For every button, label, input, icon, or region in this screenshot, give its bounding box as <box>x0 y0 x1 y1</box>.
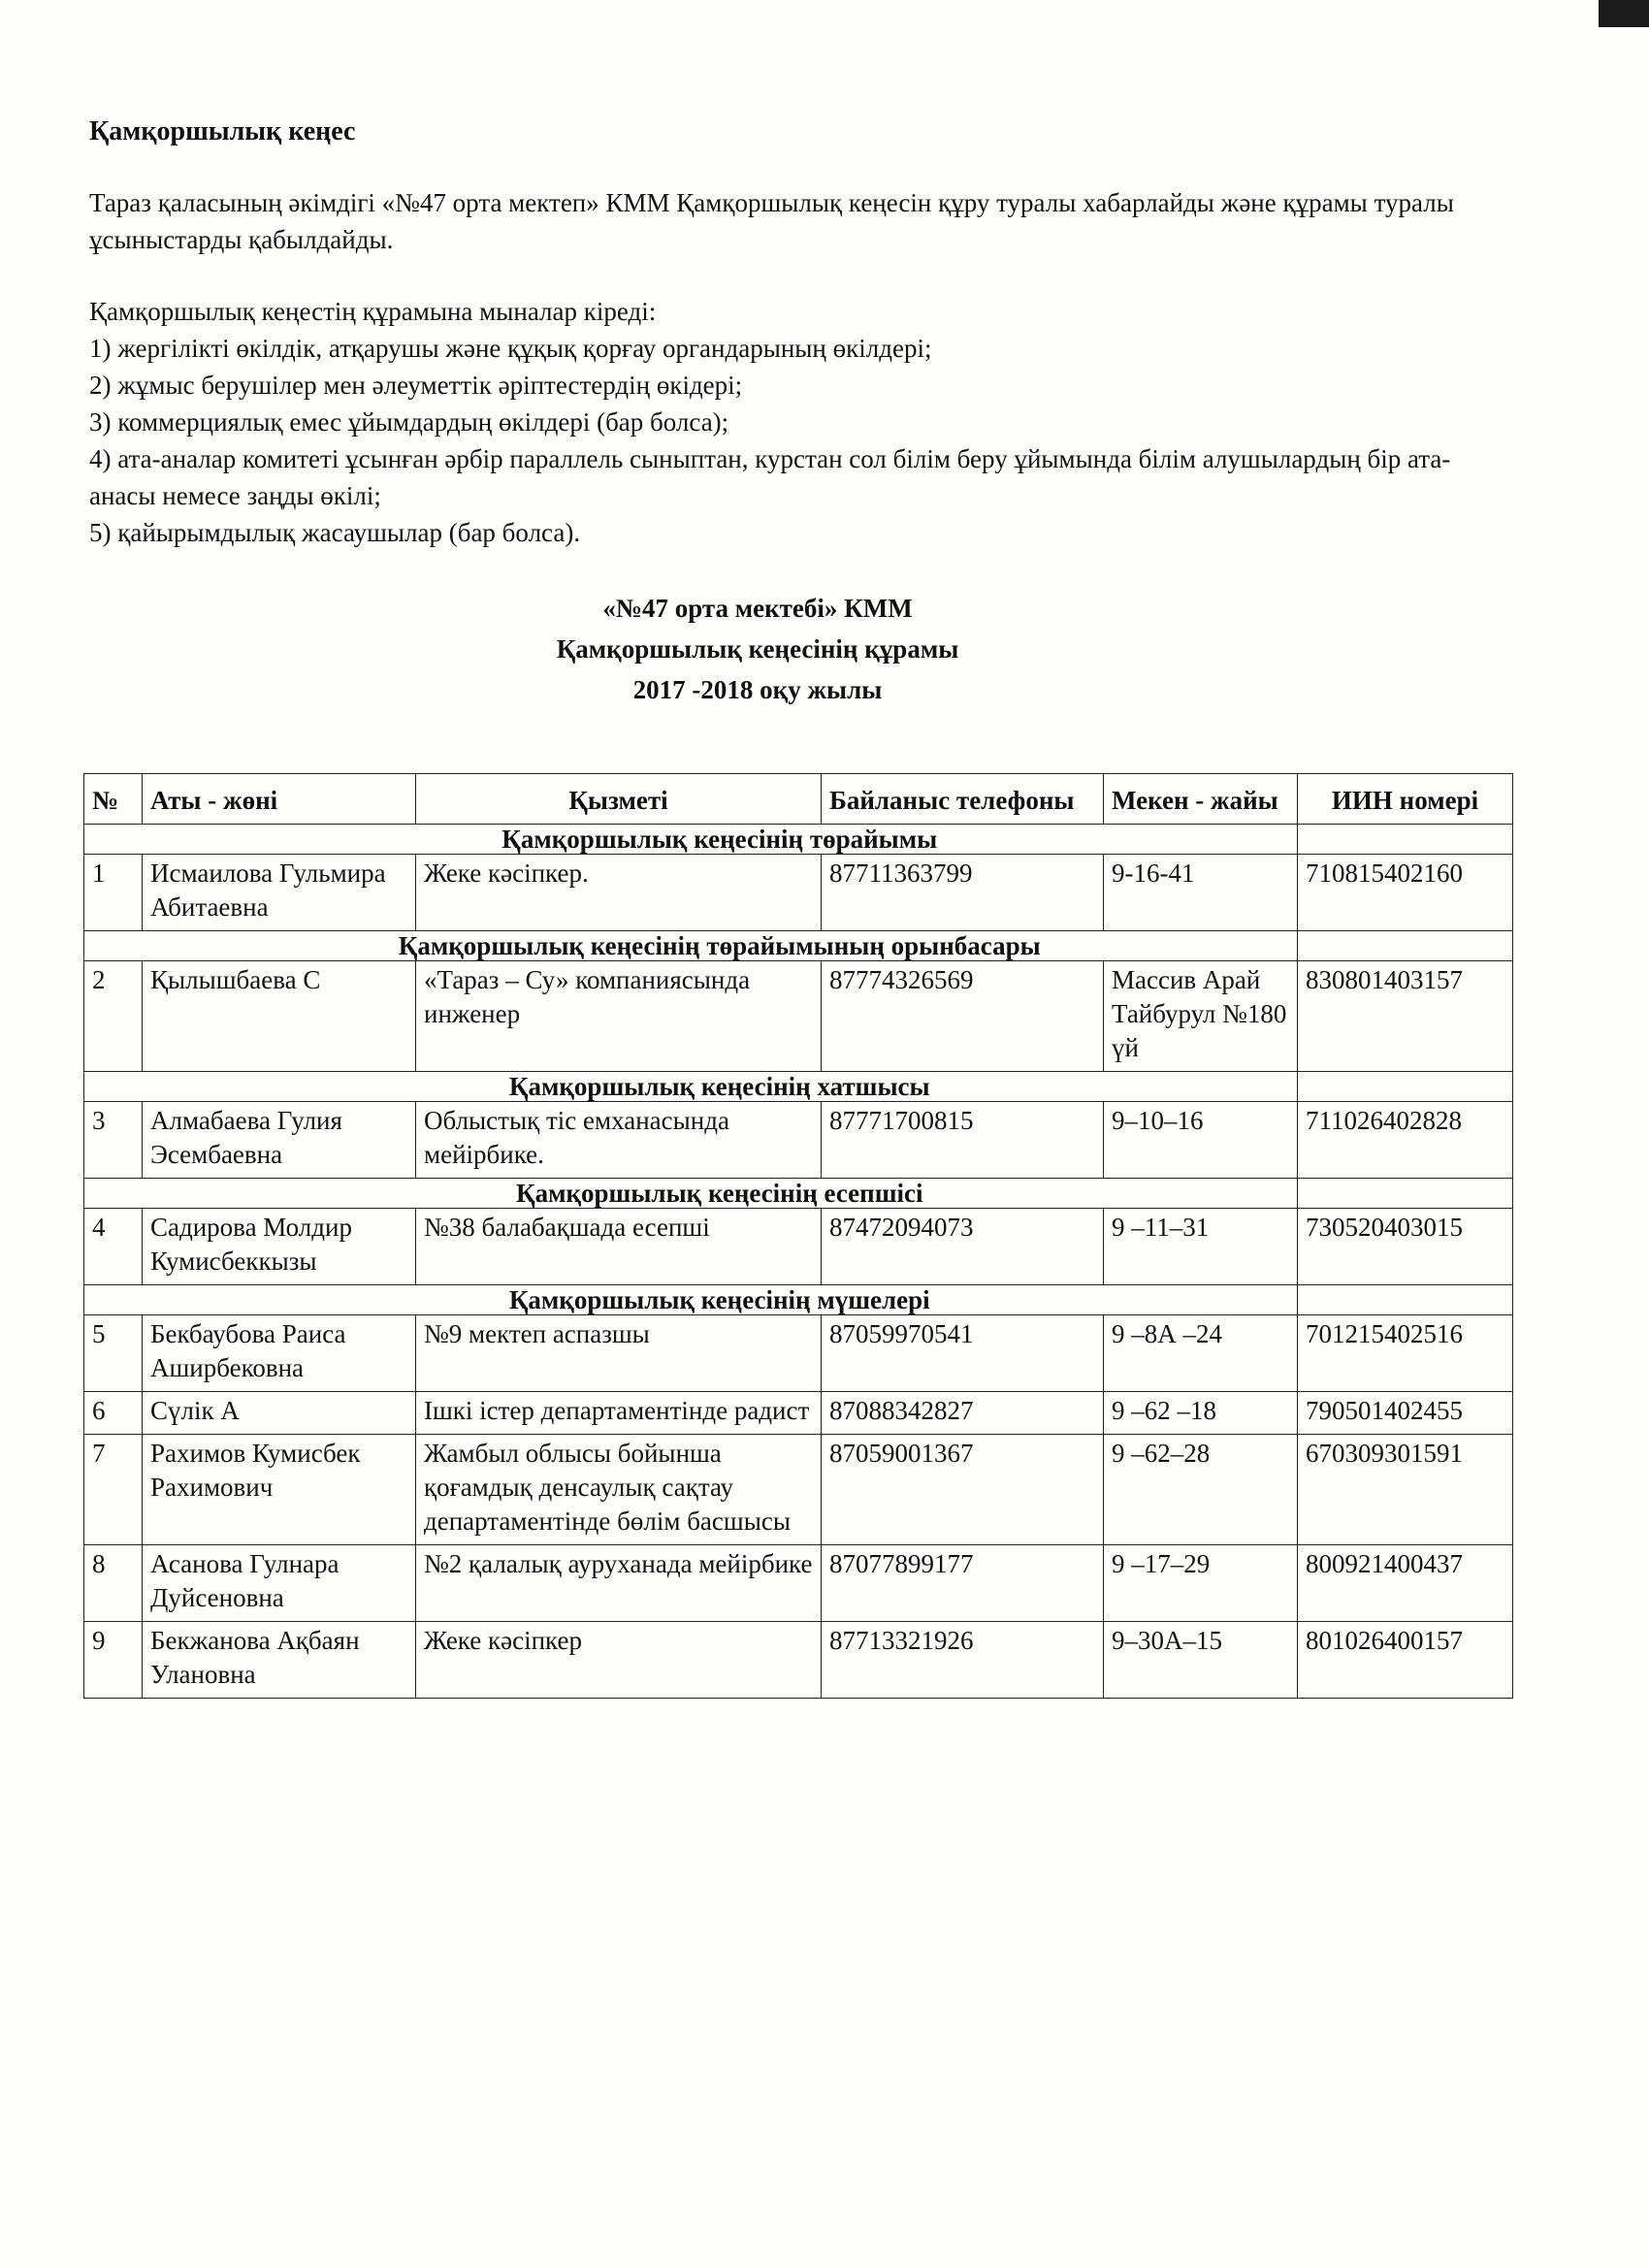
cell-num: 4 <box>84 1209 143 1285</box>
cell-iin: 790501402455 <box>1298 1392 1513 1435</box>
table-row <box>84 1545 1513 1622</box>
cell-phone: 87077899177 <box>822 1545 1104 1622</box>
cell-phone: 87711363799 <box>822 855 1104 931</box>
cell-phone: 87771700815 <box>822 1102 1104 1179</box>
cell-address: 9-16-41 <box>1104 855 1298 931</box>
cell-post: Облыстық тіс емханасында мейірбике. <box>416 1102 822 1179</box>
section-spacer <box>84 931 143 961</box>
section-row <box>84 931 1513 961</box>
cell-name: Садирова Молдир Кумисбеккызы <box>143 1209 416 1285</box>
composition-item: 3) коммерциялық емес ұйымдардың өкілдері (бар болса); <box>89 407 729 437</box>
cell-address: 9 –8А –24 <box>1104 1315 1298 1392</box>
cell-iin: 701215402516 <box>1298 1315 1513 1392</box>
table-body <box>84 825 1513 1699</box>
cell-name: Сүлік А <box>143 1392 416 1435</box>
section-title: Қамқоршылық кеңесінің төрайымының орынбасары <box>143 931 1298 961</box>
section-title: Қамқоршылық кеңесінің хатшысы <box>143 1072 1298 1102</box>
section-spacer <box>84 825 143 855</box>
document-page <box>89 114 1515 710</box>
header-iin: ИИН номері <box>1298 774 1513 825</box>
cell-iin: 710815402160 <box>1298 855 1513 931</box>
cell-phone: 87059970541 <box>822 1315 1104 1392</box>
cell-name: Бекбаубова Раиса Аширбековна <box>143 1315 416 1392</box>
section-spacer <box>84 1072 143 1102</box>
cell-iin: 670309301591 <box>1298 1435 1513 1545</box>
cell-iin: 711026402828 <box>1298 1102 1513 1179</box>
table-row <box>84 1392 1513 1435</box>
header-phone: Байланыс телефоны <box>822 774 1104 825</box>
section-title: Қамқоршылық кеңесінің есепшісі <box>143 1179 1298 1209</box>
section-spacer <box>1298 931 1513 961</box>
table-row <box>84 855 1513 931</box>
header-num: № <box>84 774 143 825</box>
section-row <box>84 1179 1513 1209</box>
table-title-line: Қамқоршылық кеңесінің құрамы <box>556 634 959 664</box>
composition-item: 1) жергілікті өкілдік, атқарушы және құқық қорғау органдарының өкілдері; <box>89 334 932 363</box>
cell-post: №9 мектеп аспазшы <box>416 1315 822 1392</box>
members-table <box>83 773 1513 1699</box>
cell-post: №38 балабақшада есепші <box>416 1209 822 1285</box>
section-title: Қамқоршылық кеңесінің мүшелері <box>143 1285 1298 1315</box>
cell-iin: 801026400157 <box>1298 1622 1513 1699</box>
composition-item: 5) қайырымдылық жасаушылар (бар болса). <box>89 518 581 547</box>
cell-post: Ішкі істер департаментінде радист <box>416 1392 822 1435</box>
table-title-block <box>0 588 1426 710</box>
table-header-row <box>84 774 1513 825</box>
cell-address: 9 –11–31 <box>1104 1209 1298 1285</box>
cell-address: 9 –17–29 <box>1104 1545 1298 1622</box>
section-spacer <box>1298 1072 1513 1102</box>
section-spacer <box>1298 1179 1513 1209</box>
table-row <box>84 1315 1513 1392</box>
cell-name: Асанова Гулнара Дуйсеновна <box>143 1545 416 1622</box>
cell-name: Қылышбаева С <box>143 961 416 1072</box>
cell-post: №2 қалалық ауруханада мейірбике <box>416 1545 822 1622</box>
cell-phone: 87774326569 <box>822 961 1104 1072</box>
table-title-line: «№47 орта мектебі» КММ <box>602 594 913 623</box>
cell-num: 9 <box>84 1622 143 1699</box>
table-row <box>84 1209 1513 1285</box>
table-title-line: 2017 -2018 оқу жылы <box>632 675 883 704</box>
cell-address: Массив Арай Тайбурул №180 үй <box>1104 961 1298 1072</box>
table-row <box>84 1622 1513 1699</box>
cell-phone: 87472094073 <box>822 1209 1104 1285</box>
intro-paragraph: Тараз қаласының әкімдігі «№47 орта мектеп» КММ Қамқоршылық кеңесін құру туралы хабарлайды және құрамы туралы ұсыныстарды қабылдайды. <box>89 188 1454 254</box>
cell-phone: 87059001367 <box>822 1435 1104 1545</box>
section-spacer <box>84 1179 143 1209</box>
cell-num: 3 <box>84 1102 143 1179</box>
composition-list <box>89 293 1515 551</box>
cell-address: 9–10–16 <box>1104 1102 1298 1179</box>
cell-num: 6 <box>84 1392 143 1435</box>
header-post: Қызметі <box>416 774 822 825</box>
document-heading: Қамқоршылық кеңес <box>89 116 356 146</box>
composition-item: 4) ата-аналар комитеті ұсынған әрбір параллель сыныптан, курстан сол білім беру ұйымында білім алушылардың бір ата-анасы немесе заңды өкілі; <box>89 444 1451 510</box>
scan-edge-mark <box>1599 0 1649 27</box>
composition-item: 2) жұмыс берушілер мен әлеуметтік әріптестердің өкідері; <box>89 371 743 400</box>
cell-post: Жеке кәсіпкер. <box>416 855 822 931</box>
cell-num: 8 <box>84 1545 143 1622</box>
cell-num: 1 <box>84 855 143 931</box>
section-spacer <box>84 1285 143 1315</box>
cell-post: Жеке кәсіпкер <box>416 1622 822 1699</box>
cell-iin: 800921400437 <box>1298 1545 1513 1622</box>
cell-address: 9 –62–28 <box>1104 1435 1298 1545</box>
section-title: Қамқоршылық кеңесінің төрайымы <box>143 825 1298 855</box>
header-address: Мекен - жайы <box>1104 774 1298 825</box>
section-row <box>84 825 1513 855</box>
cell-iin: 730520403015 <box>1298 1209 1513 1285</box>
cell-post: «Тараз – Су» компаниясында инженер <box>416 961 822 1072</box>
composition-intro: Қамқоршылық кеңестің құрамына мыналар кіреді: <box>89 297 657 326</box>
cell-name: Исмаилова Гульмира Абитаевна <box>143 855 416 931</box>
table-row <box>84 961 1513 1072</box>
section-spacer <box>1298 1285 1513 1315</box>
table-row <box>84 1435 1513 1545</box>
cell-iin: 830801403157 <box>1298 961 1513 1072</box>
section-row <box>84 1072 1513 1102</box>
cell-num: 2 <box>84 961 143 1072</box>
cell-num: 5 <box>84 1315 143 1392</box>
cell-name: Алмабаева Гулия Эсембаевна <box>143 1102 416 1179</box>
cell-address: 9–30А–15 <box>1104 1622 1298 1699</box>
section-spacer <box>1298 825 1513 855</box>
cell-num: 7 <box>84 1435 143 1545</box>
cell-phone: 87713321926 <box>822 1622 1104 1699</box>
section-row <box>84 1285 1513 1315</box>
table-row <box>84 1102 1513 1179</box>
header-name: Аты - жөні <box>143 774 416 825</box>
cell-name: Бекжанова Ақбаян Улановна <box>143 1622 416 1699</box>
cell-post: Жамбыл облысы бойынша қоғамдық денсаулық сақтау департаментінде бөлім басшысы <box>416 1435 822 1545</box>
cell-name: Рахимов Кумисбек Рахимович <box>143 1435 416 1545</box>
cell-phone: 87088342827 <box>822 1392 1104 1435</box>
cell-address: 9 –62 –18 <box>1104 1392 1298 1435</box>
